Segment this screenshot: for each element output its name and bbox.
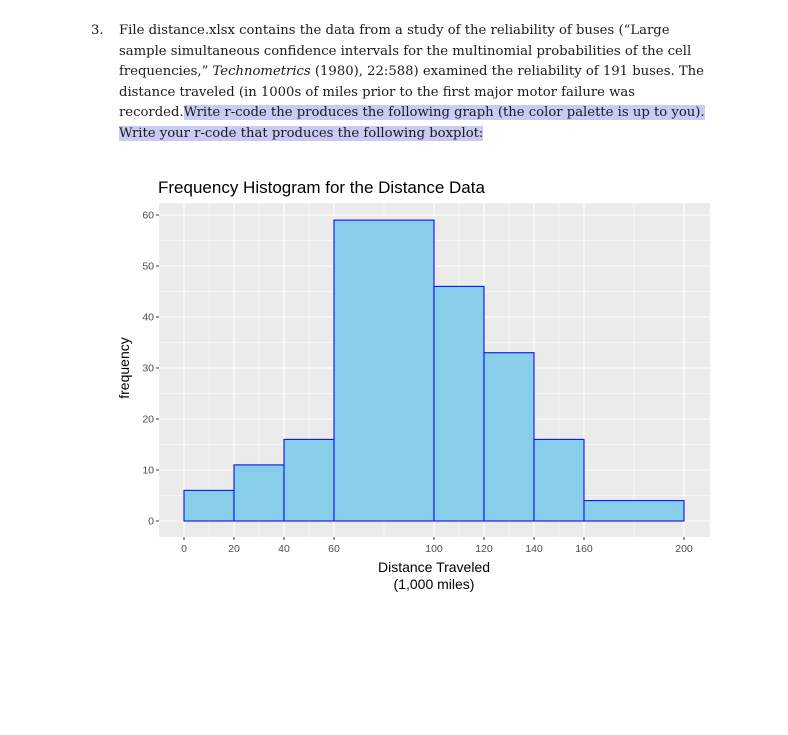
x-tick-label: 120 xyxy=(475,543,493,555)
y-tick-label: 60 xyxy=(142,209,154,222)
problem-line-3-pre: frequencies,” xyxy=(119,64,213,79)
y-tick-label: 30 xyxy=(142,362,154,375)
x-tick-label: 0 xyxy=(181,543,187,555)
problem-line-1: File distance.xlsx contains the data from a study of the reliability of buses (“Large xyxy=(119,23,670,38)
histogram-bar xyxy=(234,465,284,521)
x-tick-label: 60 xyxy=(328,543,340,555)
x-tick-label: 140 xyxy=(525,543,543,555)
x-tick-label: 40 xyxy=(278,543,290,555)
y-axis xyxy=(142,210,159,528)
x-axis-label: Distance Traveled xyxy=(377,559,491,575)
histogram-bar xyxy=(584,501,684,521)
y-tick-label: 20 xyxy=(142,413,154,426)
problem-line-5-a: recorded. xyxy=(119,105,184,120)
histogram-bar xyxy=(184,490,234,521)
chart-title: Frequency Histogram for the Distance Data xyxy=(158,178,485,197)
highlighted-instruction-2: Write your r-code that produces the following boxplot: xyxy=(119,125,484,141)
x-tick-label: 160 xyxy=(575,543,593,555)
histogram-bar xyxy=(534,439,584,521)
y-tick-label: 50 xyxy=(142,260,154,273)
problem-line-3-post: (1980), 22:588) examined the reliability of 191 buses. The xyxy=(310,64,704,79)
problem-line-4: distance traveled (in 1000s of miles prior to the first major motor failure was xyxy=(119,84,636,100)
x-axis-label-units: (1,000 miles) xyxy=(393,576,475,592)
histogram-bar xyxy=(284,439,334,521)
x-tick-label: 20 xyxy=(228,543,240,555)
y-tick-label: 10 xyxy=(142,464,154,477)
x-tick-label: 200 xyxy=(675,543,693,555)
histogram-bar xyxy=(434,286,484,521)
highlighted-instruction-1: Write r-code the produces the following graph (the color palette is up to you). xyxy=(183,105,705,120)
problem-line-2: sample simultaneous confidence intervals for the multinomial probabilities of the cell xyxy=(119,43,692,59)
x-tick-label: 100 xyxy=(425,543,443,555)
journal-name: Technometrics xyxy=(212,64,311,79)
y-tick-label: 40 xyxy=(142,311,154,324)
x-axis xyxy=(181,537,693,555)
y-axis-label: frequency xyxy=(116,337,132,399)
histogram-bar xyxy=(334,220,434,521)
y-tick-label: 0 xyxy=(148,515,154,528)
problem-number: 3. xyxy=(91,23,104,38)
histogram-bar xyxy=(484,353,534,521)
